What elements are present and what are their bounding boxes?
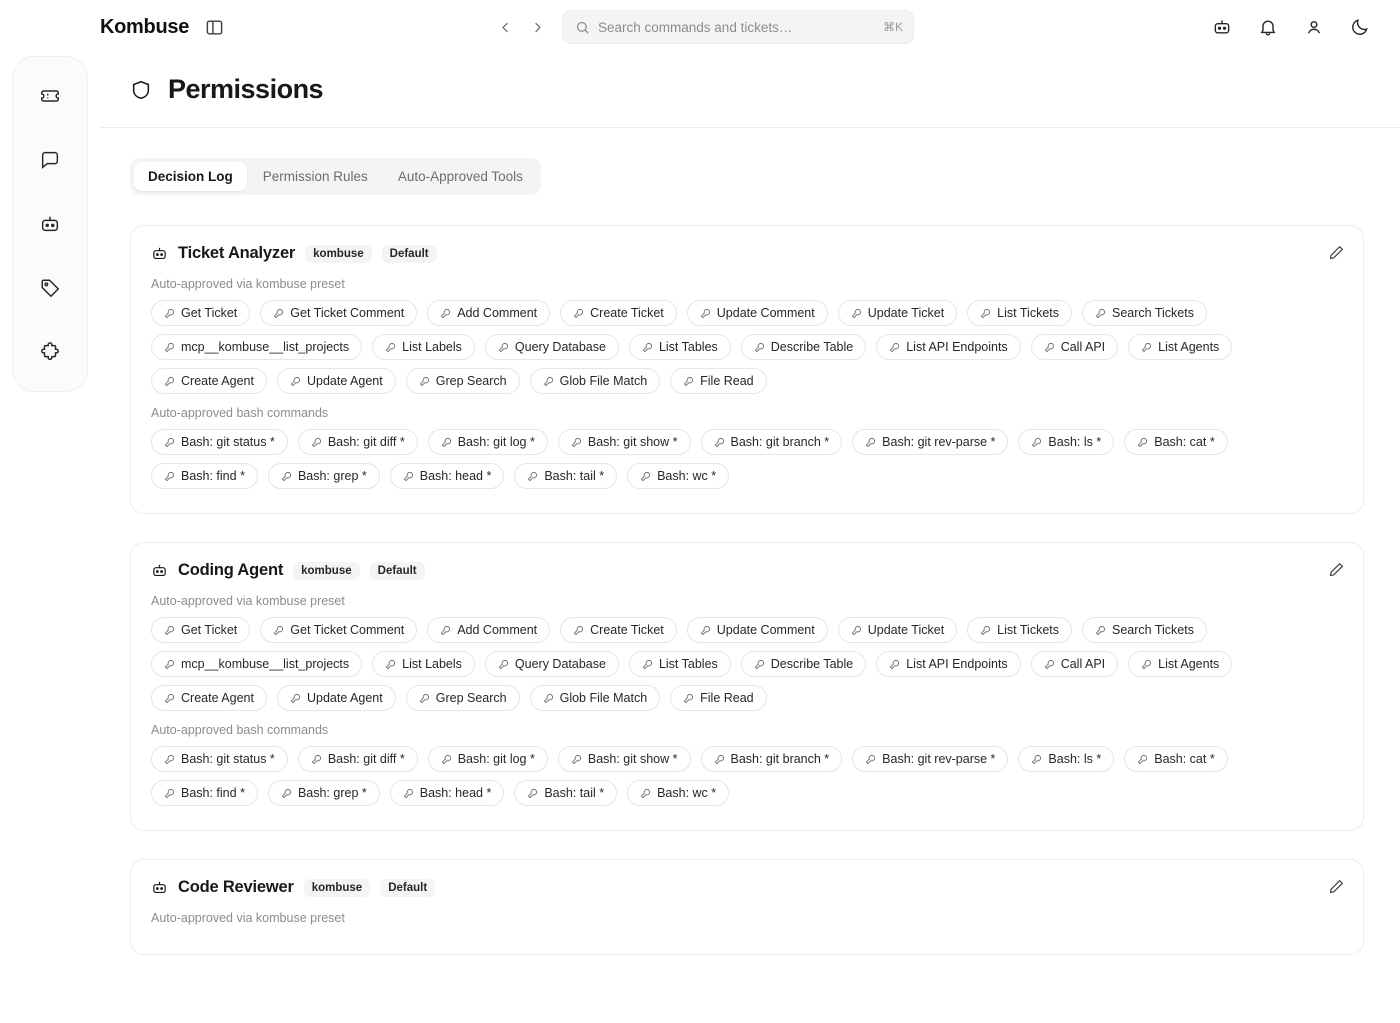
tool-chip[interactable] bbox=[1082, 617, 1207, 643]
wrench-icon bbox=[385, 342, 396, 353]
tool-chip[interactable] bbox=[427, 300, 550, 326]
bash-chip[interactable] bbox=[428, 429, 548, 455]
tool-chip-label: List Agents bbox=[1158, 340, 1220, 354]
tool-chip[interactable] bbox=[260, 300, 417, 326]
bash-chip[interactable] bbox=[268, 780, 380, 806]
tool-chip[interactable] bbox=[1128, 651, 1232, 677]
wrench-icon bbox=[754, 659, 765, 670]
tool-chip[interactable] bbox=[260, 617, 417, 643]
left-rail bbox=[12, 56, 88, 392]
wrench-icon bbox=[164, 308, 175, 319]
bash-chip[interactable] bbox=[514, 780, 617, 806]
wrench-icon bbox=[700, 308, 711, 319]
tool-chip-label: Search Tickets bbox=[1112, 306, 1194, 320]
tool-chip-label: List Tickets bbox=[997, 306, 1059, 320]
bash-chip[interactable] bbox=[151, 780, 258, 806]
tool-chip-label: Get Ticket bbox=[181, 306, 238, 320]
tool-chip-label: List Labels bbox=[402, 340, 462, 354]
tool-chip-label: Update Ticket bbox=[867, 306, 945, 320]
wrench-icon bbox=[640, 788, 651, 799]
tool-chip[interactable] bbox=[427, 617, 550, 643]
tool-chip-label: Update Agent bbox=[306, 691, 383, 705]
bash-chip[interactable] bbox=[151, 429, 288, 455]
tool-chip[interactable] bbox=[406, 685, 520, 711]
wrench-icon bbox=[441, 437, 452, 448]
tool-chip[interactable] bbox=[151, 334, 362, 360]
bash-chip-label: Bash: grep * bbox=[297, 786, 367, 800]
page-header bbox=[100, 54, 1400, 128]
tab-bar bbox=[130, 158, 541, 195]
agent-source-badge: kombuse bbox=[304, 879, 371, 897]
tool-chip[interactable] bbox=[838, 300, 957, 326]
tool-chip-label: Update Ticket bbox=[867, 623, 945, 637]
tool-chip[interactable] bbox=[687, 300, 828, 326]
wrench-icon bbox=[419, 376, 430, 387]
wrench-icon bbox=[441, 754, 452, 765]
tool-chip-label: File Read bbox=[700, 374, 754, 388]
bash-chip[interactable] bbox=[1018, 746, 1114, 772]
tool-chip[interactable] bbox=[670, 685, 767, 711]
tool-chip-label: Update Agent bbox=[306, 374, 383, 388]
tool-chip-group bbox=[151, 617, 1343, 711]
wrench-icon bbox=[440, 625, 451, 636]
agent-card-list bbox=[100, 195, 1400, 1023]
bash-chip-label: Bash: git show * bbox=[587, 435, 678, 449]
search-icon bbox=[575, 20, 590, 35]
wrench-icon bbox=[1044, 342, 1055, 353]
wrench-icon bbox=[543, 693, 554, 704]
agent-card-header bbox=[151, 561, 1343, 580]
bash-chip-label: Bash: find * bbox=[181, 786, 245, 800]
tool-chip[interactable] bbox=[277, 685, 396, 711]
wrench-icon bbox=[527, 788, 538, 799]
tool-chip-label: List Tables bbox=[658, 340, 718, 354]
bash-chip[interactable] bbox=[701, 429, 843, 455]
wrench-icon bbox=[311, 437, 322, 448]
wrench-icon bbox=[571, 437, 582, 448]
wrench-icon bbox=[290, 376, 301, 387]
bash-chip-label: Bash: git diff * bbox=[327, 752, 405, 766]
user-icon[interactable] bbox=[1304, 17, 1324, 37]
wrench-icon bbox=[754, 342, 765, 353]
tab-auto-approved-tools[interactable]: Auto-Approved Tools bbox=[397, 169, 523, 184]
tool-chip-label: List Labels bbox=[402, 657, 462, 671]
tool-chip-label: Query Database bbox=[514, 657, 606, 671]
bash-chip[interactable] bbox=[852, 746, 1008, 772]
wrench-icon bbox=[714, 754, 725, 765]
tool-chip[interactable] bbox=[629, 334, 731, 360]
bash-chip-label: Bash: wc * bbox=[657, 469, 717, 483]
agent-source-badge: kombuse bbox=[293, 562, 360, 580]
wrench-icon bbox=[1031, 437, 1042, 448]
bash-chip[interactable] bbox=[151, 463, 258, 489]
wrench-icon bbox=[889, 342, 900, 353]
wrench-icon bbox=[980, 308, 991, 319]
tool-chip[interactable] bbox=[876, 334, 1020, 360]
tool-chip-label: List Tables bbox=[658, 657, 718, 671]
wrench-icon bbox=[1031, 754, 1042, 765]
tool-chip-group bbox=[151, 300, 1343, 394]
wrench-icon bbox=[419, 693, 430, 704]
bash-chip-label: Bash: git show * bbox=[587, 752, 678, 766]
chat-icon[interactable] bbox=[33, 143, 67, 177]
tool-chip[interactable] bbox=[151, 685, 267, 711]
tool-chip[interactable] bbox=[372, 334, 475, 360]
wrench-icon bbox=[851, 625, 862, 636]
puzzle-icon[interactable] bbox=[33, 335, 67, 369]
main-content bbox=[100, 54, 1400, 1023]
wrench-icon bbox=[642, 342, 653, 353]
tool-chip[interactable] bbox=[967, 617, 1072, 643]
ticket-icon[interactable] bbox=[33, 79, 67, 113]
wrench-icon bbox=[642, 659, 653, 670]
tool-chip[interactable] bbox=[629, 651, 731, 677]
tool-chip[interactable] bbox=[151, 651, 362, 677]
wrench-icon bbox=[273, 625, 284, 636]
wrench-icon bbox=[571, 754, 582, 765]
tool-chip-label: Grep Search bbox=[435, 691, 507, 705]
wrench-icon bbox=[498, 659, 509, 670]
tool-chip-label: Get Ticket Comment bbox=[290, 623, 405, 637]
wrench-icon bbox=[1137, 754, 1148, 765]
wrench-icon bbox=[164, 342, 175, 353]
wrench-icon bbox=[1137, 437, 1148, 448]
bash-chip-label: Bash: git status * bbox=[181, 435, 275, 449]
tab-decision-log[interactable]: Decision Log bbox=[134, 162, 247, 191]
search-placeholder: Search commands and tickets… bbox=[598, 19, 793, 35]
robot-icon bbox=[151, 245, 168, 262]
wrench-icon bbox=[573, 625, 584, 636]
tool-chip[interactable] bbox=[838, 617, 957, 643]
wrench-icon bbox=[865, 437, 876, 448]
wrench-icon bbox=[683, 376, 694, 387]
tool-chip-label: Create Ticket bbox=[590, 623, 664, 637]
wrench-icon bbox=[700, 625, 711, 636]
wrench-icon bbox=[889, 659, 900, 670]
wrench-icon bbox=[164, 437, 175, 448]
tool-chip[interactable] bbox=[1031, 334, 1118, 360]
bash-chip-label: Bash: grep * bbox=[297, 469, 367, 483]
tool-chip[interactable] bbox=[151, 368, 267, 394]
tool-chip-label: Describe Table bbox=[770, 340, 854, 354]
bash-chip-label: Bash: git rev-parse * bbox=[882, 435, 996, 449]
agent-source-badge: kombuse bbox=[305, 245, 372, 263]
bash-chip-label: Bash: wc * bbox=[657, 786, 717, 800]
pencil-icon[interactable] bbox=[1328, 878, 1345, 895]
bash-chip-label: Bash: tail * bbox=[544, 786, 605, 800]
agent-name: Coding Agent bbox=[178, 561, 284, 579]
tool-chip[interactable] bbox=[560, 617, 677, 643]
tool-chip[interactable] bbox=[530, 368, 661, 394]
bash-chip[interactable] bbox=[298, 746, 418, 772]
nav-arrows bbox=[492, 14, 550, 40]
wrench-icon bbox=[385, 659, 396, 670]
agent-name: Ticket Analyzer bbox=[178, 244, 296, 262]
preset-label: Auto-approved via kombuse preset bbox=[151, 911, 345, 925]
tool-chip-label: Create Ticket bbox=[590, 306, 664, 320]
top-bar bbox=[0, 0, 1400, 54]
wrench-icon bbox=[164, 788, 175, 799]
bash-chip[interactable] bbox=[390, 463, 505, 489]
tool-chip[interactable] bbox=[530, 685, 661, 711]
wrench-icon bbox=[164, 625, 175, 636]
tool-chip[interactable] bbox=[741, 651, 866, 677]
tool-chip-label: Update Comment bbox=[716, 306, 815, 320]
wrench-icon bbox=[440, 308, 451, 319]
wrench-icon bbox=[683, 693, 694, 704]
bash-chip-label: Bash: git log * bbox=[457, 752, 535, 766]
wrench-icon bbox=[498, 342, 509, 353]
bash-chip[interactable] bbox=[1018, 429, 1114, 455]
robot-icon bbox=[151, 562, 168, 579]
wrench-icon bbox=[290, 693, 301, 704]
wrench-icon bbox=[164, 659, 175, 670]
robot-icon[interactable] bbox=[33, 207, 67, 241]
bash-chip-label: Bash: tail * bbox=[544, 469, 605, 483]
wrench-icon bbox=[865, 754, 876, 765]
tool-chip-label: Grep Search bbox=[435, 374, 507, 388]
wrench-icon bbox=[164, 754, 175, 765]
bash-chip[interactable] bbox=[514, 463, 617, 489]
wrench-icon bbox=[311, 754, 322, 765]
bash-chip[interactable] bbox=[627, 463, 729, 489]
bash-chip[interactable] bbox=[558, 429, 691, 455]
bash-chip[interactable] bbox=[701, 746, 843, 772]
tool-chip-label: Update Comment bbox=[716, 623, 815, 637]
wrench-icon bbox=[1141, 659, 1152, 670]
wrench-icon bbox=[281, 788, 292, 799]
wrench-icon bbox=[403, 788, 414, 799]
tool-chip[interactable] bbox=[967, 300, 1072, 326]
tool-chip-label: Glob File Match bbox=[559, 374, 648, 388]
panel-left-icon[interactable] bbox=[203, 17, 225, 37]
wrench-icon bbox=[640, 471, 651, 482]
tool-chip[interactable] bbox=[670, 368, 767, 394]
tool-chip-label: Call API bbox=[1060, 340, 1106, 354]
pencil-icon[interactable] bbox=[1328, 244, 1345, 261]
wrench-icon bbox=[714, 437, 725, 448]
bash-chip-label: Bash: git diff * bbox=[327, 435, 405, 449]
wrench-icon bbox=[1095, 625, 1106, 636]
tool-chip-label: mcp__kombuse__list_projects bbox=[181, 657, 350, 671]
bash-chip-label: Bash: ls * bbox=[1048, 752, 1102, 766]
bash-chip[interactable] bbox=[390, 780, 505, 806]
bash-chip[interactable] bbox=[558, 746, 691, 772]
agent-default-badge: Default bbox=[370, 562, 425, 580]
tool-chip[interactable] bbox=[406, 368, 520, 394]
wrench-icon bbox=[1141, 342, 1152, 353]
shield-icon bbox=[130, 78, 152, 102]
bash-chip-label: Bash: cat * bbox=[1154, 435, 1215, 449]
bash-chip-label: Bash: head * bbox=[419, 786, 492, 800]
tag-icon[interactable] bbox=[33, 271, 67, 305]
bash-chip[interactable] bbox=[1124, 429, 1227, 455]
robot-icon[interactable] bbox=[1212, 17, 1232, 37]
search-input[interactable] bbox=[562, 10, 914, 44]
top-right-actions bbox=[1212, 17, 1370, 37]
bash-chip[interactable] bbox=[627, 780, 729, 806]
tool-chip-label: Search Tickets bbox=[1112, 623, 1194, 637]
tool-chip-label: Glob File Match bbox=[559, 691, 648, 705]
tool-chip-label: Add Comment bbox=[457, 306, 538, 320]
tool-chip-label: mcp__kombuse__list_projects bbox=[181, 340, 350, 354]
tool-chip[interactable] bbox=[485, 651, 619, 677]
wrench-icon bbox=[281, 471, 292, 482]
tool-chip-label: List Tickets bbox=[997, 623, 1059, 637]
tool-chip[interactable] bbox=[1082, 300, 1207, 326]
wrench-icon bbox=[164, 376, 175, 387]
chevron-right-icon[interactable] bbox=[524, 14, 550, 40]
tab-permission-rules[interactable]: Permission Rules bbox=[262, 169, 368, 184]
bash-chip-group bbox=[151, 746, 1343, 806]
bash-chip-label: Bash: git rev-parse * bbox=[882, 752, 996, 766]
bash-chip-group bbox=[151, 429, 1343, 489]
tool-chip[interactable] bbox=[560, 300, 677, 326]
agent-default-badge: Default bbox=[382, 245, 437, 263]
preset-label: Auto-approved via kombuse preset bbox=[151, 277, 345, 291]
wrench-icon bbox=[543, 376, 554, 387]
wrench-icon bbox=[573, 308, 584, 319]
app-brand: Kombuse bbox=[100, 15, 190, 38]
tool-chip-label: List Agents bbox=[1158, 657, 1220, 671]
bash-chip[interactable] bbox=[298, 429, 418, 455]
bash-chip-label: Bash: git branch * bbox=[730, 752, 830, 766]
agent-card-header bbox=[151, 878, 1343, 897]
tool-chip-label: Query Database bbox=[514, 340, 606, 354]
agent-card bbox=[130, 542, 1364, 831]
tool-chip[interactable] bbox=[372, 651, 475, 677]
agent-default-badge: Default bbox=[380, 879, 435, 897]
tool-chip-label: List API Endpoints bbox=[906, 657, 1008, 671]
robot-icon bbox=[151, 879, 168, 896]
wrench-icon bbox=[164, 471, 175, 482]
tool-chip-label: Add Comment bbox=[457, 623, 538, 637]
tool-chip-label: Get Ticket Comment bbox=[290, 306, 405, 320]
bash-chip[interactable] bbox=[1124, 746, 1227, 772]
bash-chip[interactable] bbox=[151, 746, 288, 772]
search-shortcut: ⌘K bbox=[882, 20, 903, 34]
bash-chip-label: Bash: find * bbox=[181, 469, 245, 483]
chevron-left-icon[interactable] bbox=[492, 14, 518, 40]
bash-chip-label: Bash: git log * bbox=[457, 435, 535, 449]
wrench-icon bbox=[1095, 308, 1106, 319]
tool-chip-label: Get Ticket bbox=[181, 623, 238, 637]
moon-icon[interactable] bbox=[1350, 17, 1370, 37]
tool-chip[interactable] bbox=[485, 334, 619, 360]
bash-chip-label: Bash: head * bbox=[419, 469, 492, 483]
tool-chip-label: Call API bbox=[1060, 657, 1106, 671]
wrench-icon bbox=[527, 471, 538, 482]
bash-chip[interactable] bbox=[852, 429, 1008, 455]
tool-chip[interactable] bbox=[277, 368, 396, 394]
pencil-icon[interactable] bbox=[1328, 561, 1345, 578]
tool-chip[interactable] bbox=[1031, 651, 1118, 677]
preset-label: Auto-approved via kombuse preset bbox=[151, 594, 345, 608]
tool-chip[interactable] bbox=[741, 334, 866, 360]
tool-chip[interactable] bbox=[687, 617, 828, 643]
bash-chip-label: Bash: git branch * bbox=[730, 435, 830, 449]
bell-icon[interactable] bbox=[1258, 17, 1278, 37]
tool-chip[interactable] bbox=[151, 300, 250, 326]
wrench-icon bbox=[164, 693, 175, 704]
tool-chip[interactable] bbox=[876, 651, 1020, 677]
tool-chip[interactable] bbox=[1128, 334, 1232, 360]
agent-card-header bbox=[151, 244, 1343, 263]
bash-label: Auto-approved bash commands bbox=[151, 723, 329, 737]
wrench-icon bbox=[851, 308, 862, 319]
bash-chip-label: Bash: git status * bbox=[181, 752, 275, 766]
tool-chip-label: File Read bbox=[700, 691, 754, 705]
bash-chip[interactable] bbox=[268, 463, 380, 489]
tool-chip[interactable] bbox=[151, 617, 250, 643]
wrench-icon bbox=[1044, 659, 1055, 670]
bash-chip-label: Bash: ls * bbox=[1048, 435, 1102, 449]
wrench-icon bbox=[980, 625, 991, 636]
agent-card bbox=[130, 859, 1364, 955]
tool-chip-label: Create Agent bbox=[181, 374, 254, 388]
agent-card bbox=[130, 225, 1364, 514]
bash-chip[interactable] bbox=[428, 746, 548, 772]
tool-chip-label: Create Agent bbox=[181, 691, 254, 705]
agent-name: Code Reviewer bbox=[178, 878, 294, 896]
bash-label: Auto-approved bash commands bbox=[151, 406, 329, 420]
page-title: Permissions bbox=[168, 74, 324, 104]
tool-chip-label: List API Endpoints bbox=[906, 340, 1008, 354]
wrench-icon bbox=[273, 308, 284, 319]
wrench-icon bbox=[403, 471, 414, 482]
bash-chip-label: Bash: cat * bbox=[1154, 752, 1215, 766]
tool-chip-label: Describe Table bbox=[770, 657, 854, 671]
